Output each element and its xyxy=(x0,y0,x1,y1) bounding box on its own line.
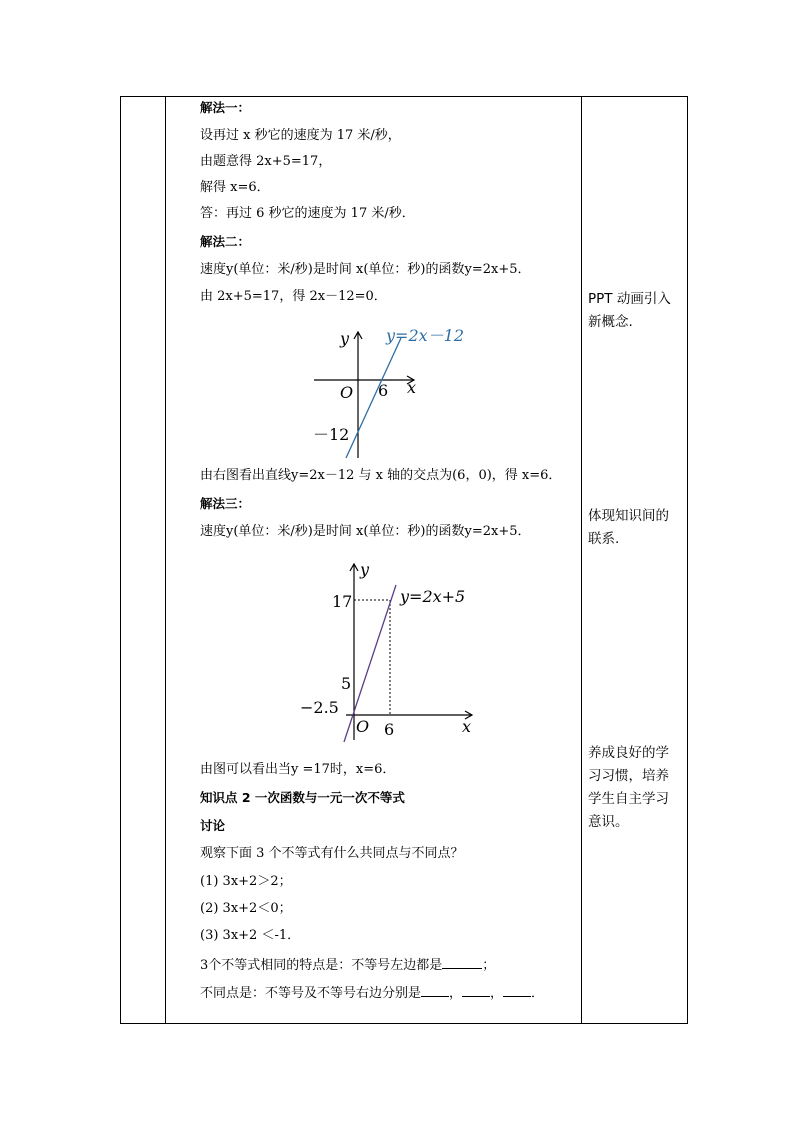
answer-blank-2[interactable] xyxy=(421,984,449,997)
same-feature-line xyxy=(200,956,495,974)
column-divider-1 xyxy=(165,96,166,1024)
y-axis-label: y xyxy=(340,329,350,348)
method1-answer: 答：再过 6 秒它的速度为 17 米/秒． xyxy=(200,206,415,221)
method3-line1: 速度y(单位：米/秒)是时间 x(单位：秒)的函数y=2x+5． xyxy=(200,524,531,539)
method2-line3: 由右图看出直线y=2x－12 与 x 轴的交点为(6，0)，得 x=6． xyxy=(200,468,562,483)
x-tick-label: 6 xyxy=(384,720,395,739)
method1-title: 解法一： xyxy=(200,100,251,115)
method2-line1: 速度y(单位：米/秒)是时间 x(单位：秒)的函数y=2x+5． xyxy=(200,262,531,277)
answer-blank-1[interactable] xyxy=(442,956,482,969)
equation-label: y=2x+5 xyxy=(400,587,466,606)
origin-label: O xyxy=(340,383,354,402)
same-feature-suffix: ； xyxy=(482,958,496,973)
note-line: 养成良好的学 xyxy=(588,745,669,761)
note-study-habits xyxy=(588,742,684,834)
note-line: 习习惯，培养 xyxy=(588,768,669,784)
graph-2x-plus-5 xyxy=(296,560,486,742)
question-text: 观察下面 3 个不等式有什么共同点与不同点？ xyxy=(200,846,464,861)
x-axis-label: x xyxy=(462,717,472,736)
origin-label: O xyxy=(356,717,370,736)
note-line: PPT 动画引入 xyxy=(588,291,671,307)
note-knowledge-connection xyxy=(588,505,684,551)
knowledge-point-title: 知识点 2 一次函数与一元一次不等式 xyxy=(200,790,405,805)
comma-1: ， xyxy=(449,986,463,1001)
graph-2x-minus-12 xyxy=(300,318,480,466)
method2-line2: 由 2x+5=17，得 2x－12=0． xyxy=(200,289,387,304)
y-tick-17-label: 17 xyxy=(332,592,353,611)
method2-title: 解法二： xyxy=(200,234,251,249)
discussion-label: 讨论 xyxy=(200,818,226,833)
note-line: 新概念. xyxy=(588,314,633,330)
comma-2: ， xyxy=(490,986,504,1001)
method1-line1: 设再过 x 秒它的速度为 17 米/秒， xyxy=(200,128,401,143)
equation-label: y=2x－12 xyxy=(386,326,465,345)
method3-line2: 由图可以看出当y =17时，x=6． xyxy=(200,762,396,777)
answer-blank-3[interactable] xyxy=(462,984,490,997)
note-ppt-animation xyxy=(588,288,684,334)
inequality-1: (1) 3x+2＞2； xyxy=(200,874,292,889)
same-feature-prompt: 3个不等式相同的特点是：不等号左边都是 xyxy=(200,958,443,973)
x-tick-label: 6 xyxy=(378,381,389,400)
x-intercept-label: −2.5 xyxy=(300,698,339,717)
column-divider-2 xyxy=(581,96,582,1024)
answer-blank-4[interactable] xyxy=(503,984,531,997)
y-axis-label: y xyxy=(360,560,370,579)
method3-title: 解法三： xyxy=(200,496,251,511)
note-line: 体现知识间的 xyxy=(588,508,669,524)
note-line: 学生自主学习 xyxy=(588,791,669,807)
final-period: ． xyxy=(531,986,545,1001)
note-line: 意识。 xyxy=(588,814,629,830)
method1-line2: 由题意得 2x+5=17， xyxy=(200,154,332,169)
inequality-2: (2) 3x+2＜0； xyxy=(200,901,292,916)
y-intercept-label: 5 xyxy=(341,674,352,693)
method1-line3: 解得 x=6． xyxy=(200,180,270,195)
inequality-3: (3) 3x+2 ＜-1． xyxy=(200,928,301,943)
difference-prompt: 不同点是：不等号及不等号右边分别是 xyxy=(200,986,422,1001)
y-intercept-label: －12 xyxy=(313,425,350,444)
x-axis-label: x xyxy=(407,378,417,397)
difference-line xyxy=(200,984,544,1002)
note-line: 联系. xyxy=(588,531,620,547)
function-line xyxy=(346,338,401,458)
